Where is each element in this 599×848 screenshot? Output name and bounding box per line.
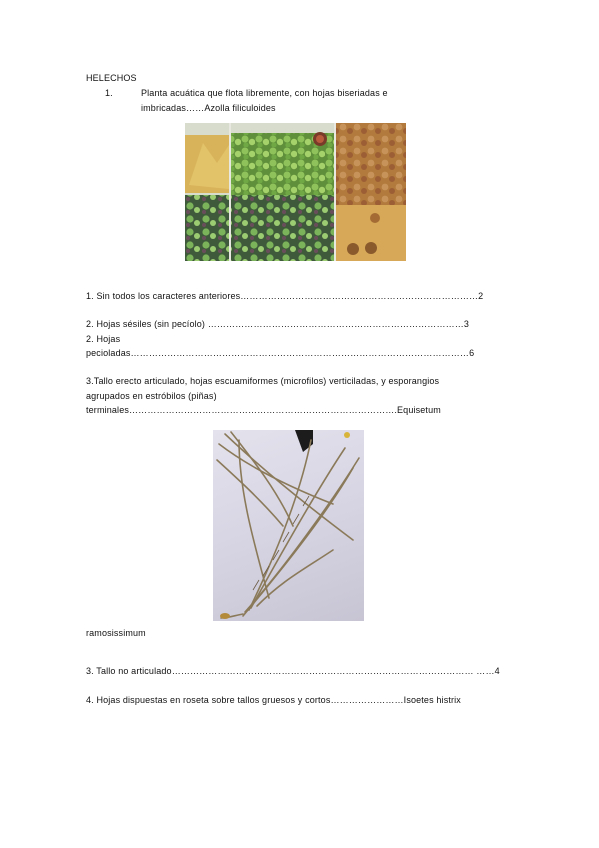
key-line-3b: 3. Tallo no articulado……………………………………………………………………………………… ……4 [86,666,500,676]
key-line-2b-2: pecioladas…………………………………………………………………………………………………6 [86,348,475,358]
azolla-photo-graphic [185,123,406,261]
item-1-number: 1. [105,88,113,98]
item-1-line-1: Planta acuática que flota libremente, con hojas biseriadas e [141,88,388,98]
heading: HELECHOS [86,73,137,83]
azolla-photo [185,123,406,261]
key-line-1: 1. Sin todos los caracteres anteriores……………………………………………………………………2 [86,291,484,301]
key-line-2a: 2. Hojas sésiles (sin pecíolo) …………………………………………………………………………3 [86,319,470,329]
key-line-3a-1: 3.Tallo erecto articulado, hojas escuamiformes (microfilos) verticiladas, y esporangios [86,376,440,386]
key-line-4: 4. Hojas dispuestas en roseta sobre tallos gruesos y cortos……………………Isoetes histrix [86,695,461,705]
key-line-3a-3: terminales…………………………………………………………………………….Equisetum [86,405,441,415]
key-line-3a-4: ramosissimum [86,628,146,638]
equisetum-photo [213,430,364,621]
item-1-line-2: imbricadas……Azolla filiculoides [141,103,276,113]
key-line-3a-2: agrupados en estróbilos (piñas) [86,391,217,401]
key-line-2b-1: 2. Hojas [86,334,121,344]
equisetum-photo-graphic [213,430,364,621]
